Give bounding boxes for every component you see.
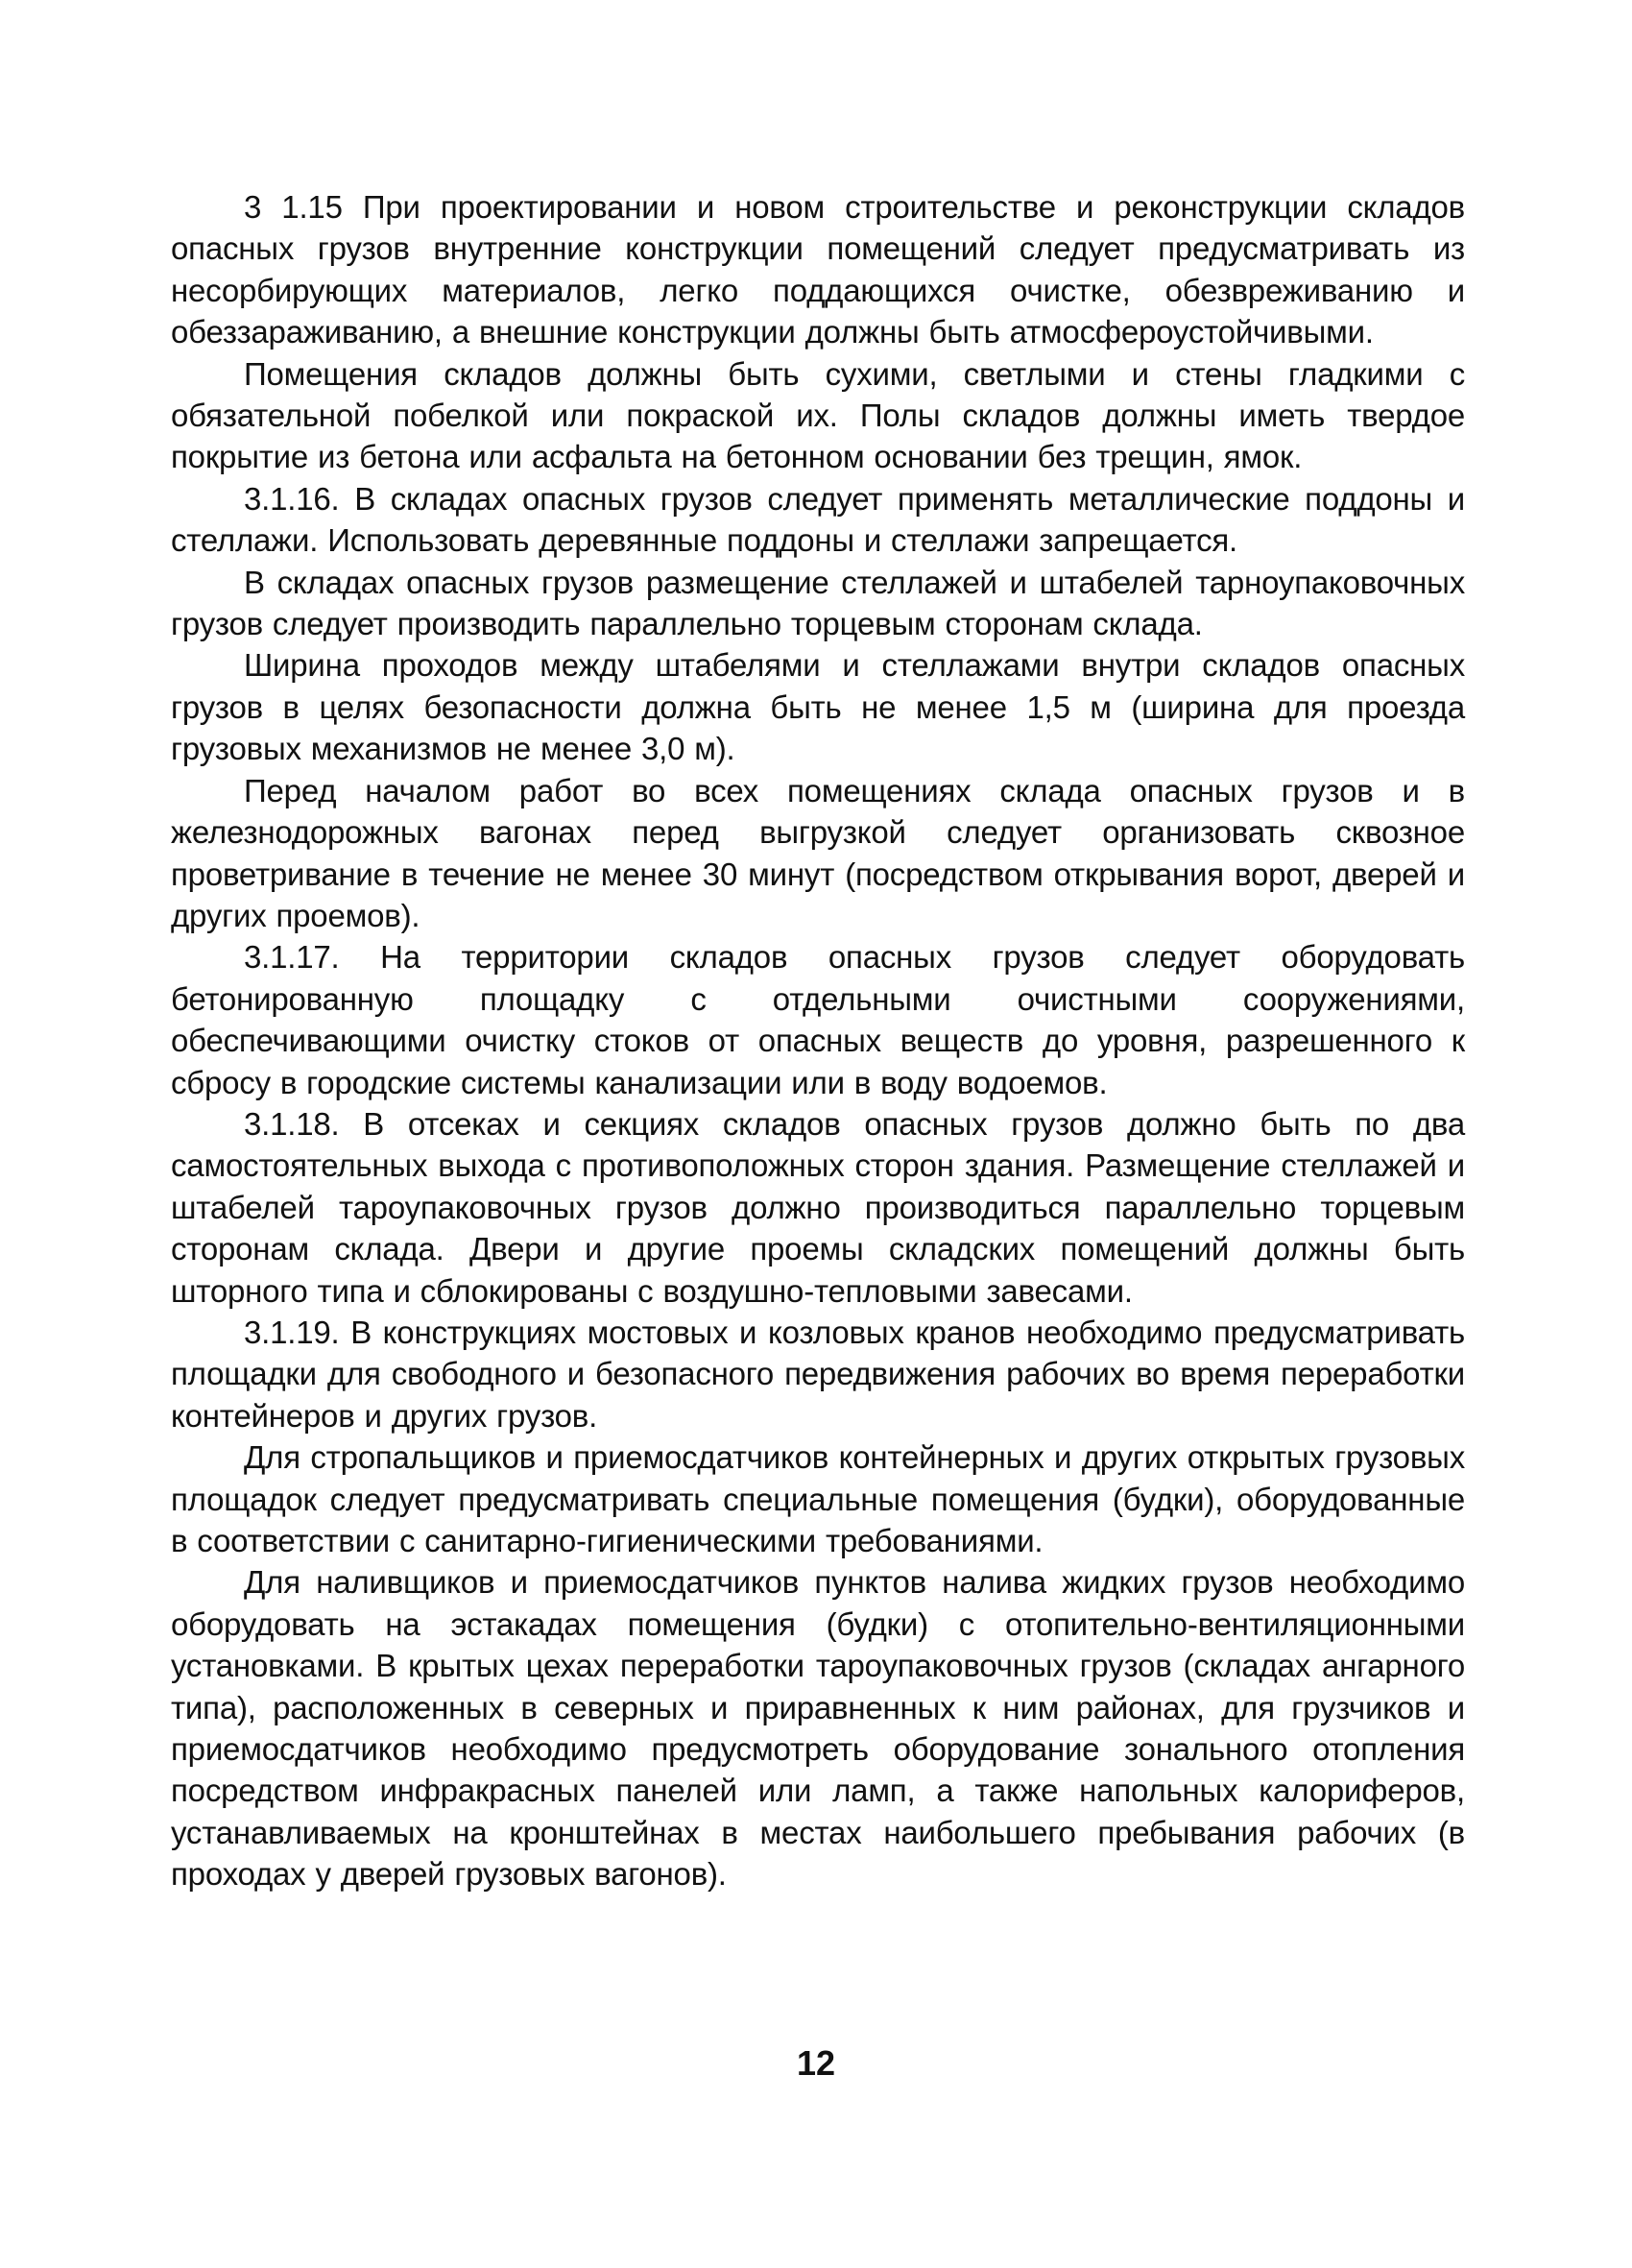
paragraph-aisle-width: Ширина проходов между штабелями и стеллажами внутри складов опасных грузов в целях безопасности должна быть не менее 1,5 м (ширина для проезда грузовых механизмов не менее 3,0 м). [171, 647, 1465, 767]
body-text [171, 186, 1465, 1895]
paragraph-slingers-booths: Для стропальщиков и приемосдатчиков контейнерных и других открытых грузовых площадок следует предусматривать специальные помещения (будки), оборудованные в соответствии с санитарно-гигиеническими требованиями. [171, 1439, 1465, 1558]
paragraph-premises-requirements: Помещения складов должны быть сухими, светлыми и стены гладкими с обязательной побелкой или покраской их. Полы складов должны иметь твердое покрытие из бетона или асфальта на бетонном основании без трещин, ямок. [171, 355, 1465, 475]
paragraph-3-1-19: 3.1.19. В конструкциях мостовых и козловых кранов необходимо предусматривать площадки для свободного и безопасного передвижения рабочих во время переработки контейнеров и других грузов. [171, 1314, 1465, 1434]
page-number: 12 [796, 2043, 836, 2083]
paragraph-fillers-heating: Для наливщиков и приемосдатчиков пунктов налива жидких грузов необходимо оборудовать на эстакадах помещения (будки) с отопительно-вентиляционными установками. В крытых цехах переработки тароупаковочных грузов (складах ангарного типа), расположенных в северных и приравненных к ним районах, для грузчиков и приемосдатчиков необходимо предусмотреть оборудование зонального отопления посредством инфракрасных панелей или ламп, а также напольных калориферов, устанавливаемых на кронштейнах в местах наибольшего пребывания рабочих (в проходах у дверей грузовых вагонов). [171, 1564, 1465, 1893]
paragraph-rack-placement: В складах опасных грузов размещение стеллажей и штабелей тарноупаковочных грузов следует производить параллельно торцевым сторонам склада. [171, 564, 1465, 642]
paragraph-ventilation: Перед началом работ во всех помещениях склада опасных грузов и в железнодорожных вагонах перед выгрузкой следует организовать сквозное проветривание в течение не менее 30 минут (посредством открывания ворот, дверей и других проемов). [171, 772, 1465, 933]
paragraph-3-1-15: 3 1.15 При проектировании и новом строительстве и реконструкции складов опасных грузов внутренние конструкции помещений следует предусматривать из несорбирующих материалов, легко поддающихся очистке, обезвреживанию и обеззараживанию, а внешние конструкции должны быть атмосфероустойчивыми. [171, 189, 1465, 350]
paragraph-3-1-16: 3.1.16. В складах опасных грузов следует применять металлические поддоны и стеллажи. Использовать деревянные поддоны и стеллажи запрещается. [171, 480, 1465, 559]
paragraph-3-1-18: 3.1.18. В отсеках и секциях складов опасных грузов должно быть по два самостоятельных выхода с противоположных сторон здания. Размещение стеллажей и штабелей тароупаковочных грузов должно производиться параллельно торцевым сторонам склада. Двери и другие проемы складских помещений должны быть шторного типа и сблокированы с воздушно-тепловыми завесами. [171, 1105, 1465, 1309]
paragraph-3-1-17: 3.1.17. На территории складов опасных грузов следует оборудовать бетонированную площадку с отдельными очистными сооружениями, обеспечивающими очистку стоков от опасных веществ до уровня, разрешенного к сбросу в городские системы канализации или в воду водоемов. [171, 939, 1465, 1100]
